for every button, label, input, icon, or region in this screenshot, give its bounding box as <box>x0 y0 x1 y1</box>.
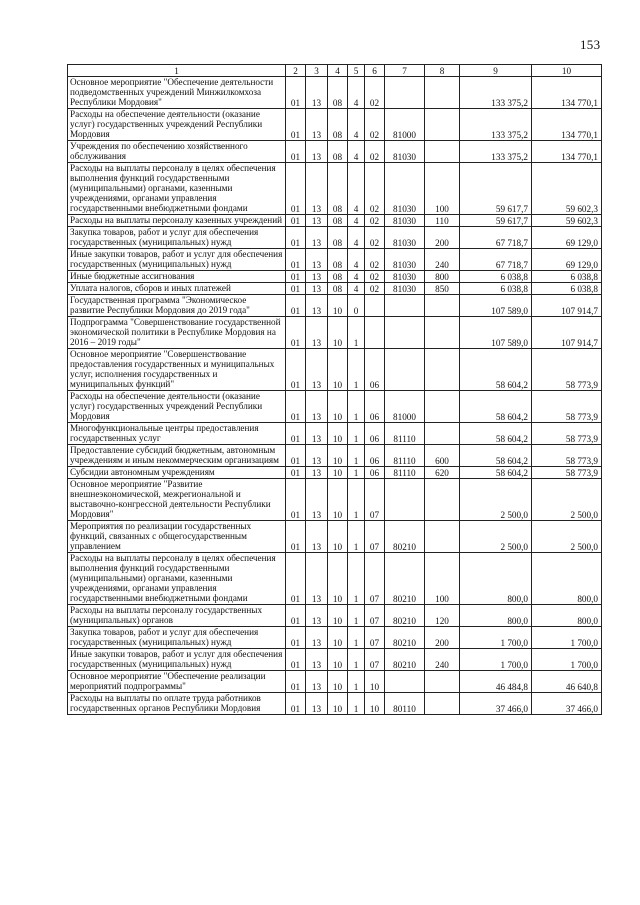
column-header: 4 <box>328 65 348 77</box>
code-cell-c2: 01 <box>286 77 306 109</box>
table-row <box>68 391 602 423</box>
code-cell-c3: 13 <box>306 423 328 445</box>
code-cell-c4: 08 <box>328 215 348 227</box>
amount-cell-c9: 46 484,8 <box>460 671 532 693</box>
code-cell-c3: 13 <box>306 141 328 163</box>
code-cell-c8: 240 <box>425 249 460 271</box>
table-row <box>68 77 602 109</box>
code-cell-c3: 13 <box>306 467 328 479</box>
column-header: 10 <box>532 65 602 77</box>
table-row <box>68 553 602 605</box>
code-cell-c6: 02 <box>365 77 385 109</box>
row-name-cell: Расходы на выплаты персоналу в целях обеспечения выполнения функций государственными (муниципальными) органами, казенными учреждениями, органами управления государственными внебюджетными фондами <box>68 163 286 215</box>
code-cell-c4: 10 <box>328 445 348 467</box>
code-cell-c5: 4 <box>348 249 365 271</box>
code-cell-c8 <box>425 349 460 391</box>
row-name-cell: Расходы на обеспечение деятельности (оказание услуг) государственных учреждений Республики Мордовия <box>68 109 286 141</box>
code-cell-c5: 4 <box>348 141 365 163</box>
amount-cell-c9: 59 617,7 <box>460 215 532 227</box>
page-number: 153 <box>580 37 601 52</box>
amount-cell-c9: 58 604,2 <box>460 423 532 445</box>
code-cell-c4: 08 <box>328 77 348 109</box>
table-row <box>68 295 602 317</box>
code-cell-c8: 850 <box>425 283 460 295</box>
column-header: 1 <box>68 65 286 77</box>
code-cell-c6: 02 <box>365 227 385 249</box>
code-cell-c8: 200 <box>425 627 460 649</box>
code-cell-c5: 4 <box>348 163 365 215</box>
column-header: 6 <box>365 65 385 77</box>
code-cell-c7 <box>385 317 425 349</box>
code-cell-c4: 10 <box>328 317 348 349</box>
code-cell-c8: 800 <box>425 271 460 283</box>
code-cell-c2: 01 <box>286 445 306 467</box>
table-row <box>68 649 602 671</box>
row-name-cell: Расходы на выплаты персоналу государственных (муниципальных) органов <box>68 605 286 627</box>
table-row <box>68 317 602 349</box>
row-name-cell: Уплата налогов, сборов и иных платежей <box>68 283 286 295</box>
row-name-cell: Закупка товаров, работ и услуг для обеспечения государственных (муниципальных) нужд <box>68 627 286 649</box>
code-cell-c7: 80210 <box>385 521 425 553</box>
amount-cell-c9: 133 375,2 <box>460 141 532 163</box>
code-cell-c7: 81000 <box>385 109 425 141</box>
amount-cell-c10: 1 700,0 <box>532 627 602 649</box>
amount-cell-c10: 46 640,8 <box>532 671 602 693</box>
table-row <box>68 109 602 141</box>
code-cell-c3: 13 <box>306 349 328 391</box>
code-cell-c6: 07 <box>365 649 385 671</box>
amount-cell-c10: 69 129,0 <box>532 227 602 249</box>
row-name-cell: Расходы на обеспечение деятельности (оказание услуг) государственных учреждений Республики Мордовия <box>68 391 286 423</box>
code-cell-c2: 01 <box>286 479 306 521</box>
table-row <box>68 215 602 227</box>
table-row <box>68 141 602 163</box>
code-cell-c4: 10 <box>328 627 348 649</box>
row-name-cell: Иные бюджетные ассигнования <box>68 271 286 283</box>
code-cell-c7: 81030 <box>385 215 425 227</box>
code-cell-c6: 02 <box>365 109 385 141</box>
amount-cell-c10: 2 500,0 <box>532 479 602 521</box>
code-cell-c5: 1 <box>348 605 365 627</box>
table-row <box>68 349 602 391</box>
amount-cell-c9: 800,0 <box>460 553 532 605</box>
code-cell-c3: 13 <box>306 163 328 215</box>
code-cell-c2: 01 <box>286 163 306 215</box>
row-name-cell: Расходы на выплаты по оплате труда работников государственных органов Республики Мордовия <box>68 693 286 715</box>
column-header: 3 <box>306 65 328 77</box>
row-name-cell: Учреждения по обеспечению хозяйственного обслуживания <box>68 141 286 163</box>
code-cell-c6: 06 <box>365 349 385 391</box>
code-cell-c2: 01 <box>286 671 306 693</box>
row-name-cell: Мероприятия по реализации государственных функций, связанных с общегосударственным управлением <box>68 521 286 553</box>
code-cell-c7: 81030 <box>385 227 425 249</box>
row-name-cell: Государственная программа "Экономическое развитие Республики Мордовия до 2019 года" <box>68 295 286 317</box>
code-cell-c4: 10 <box>328 423 348 445</box>
table-row <box>68 479 602 521</box>
amount-cell-c10: 800,0 <box>532 605 602 627</box>
code-cell-c3: 13 <box>306 479 328 521</box>
code-cell-c3: 13 <box>306 671 328 693</box>
table-row <box>68 163 602 215</box>
row-name-cell: Многофункциональные центры предоставления государственных услуг <box>68 423 286 445</box>
code-cell-c5: 1 <box>348 521 365 553</box>
code-cell-c5: 1 <box>348 349 365 391</box>
code-cell-c3: 13 <box>306 521 328 553</box>
code-cell-c2: 01 <box>286 391 306 423</box>
budget-table <box>67 64 602 715</box>
code-cell-c8 <box>425 109 460 141</box>
code-cell-c6: 02 <box>365 271 385 283</box>
amount-cell-c9: 1 700,0 <box>460 627 532 649</box>
table-row <box>68 605 602 627</box>
code-cell-c2: 01 <box>286 521 306 553</box>
amount-cell-c10: 59 602,3 <box>532 163 602 215</box>
code-cell-c4: 10 <box>328 391 348 423</box>
code-cell-c6: 10 <box>365 671 385 693</box>
amount-cell-c10: 107 914,7 <box>532 295 602 317</box>
code-cell-c6: 06 <box>365 445 385 467</box>
code-cell-c7: 81030 <box>385 283 425 295</box>
code-cell-c4: 10 <box>328 553 348 605</box>
code-cell-c2: 01 <box>286 271 306 283</box>
amount-cell-c10: 134 770,1 <box>532 77 602 109</box>
code-cell-c7 <box>385 77 425 109</box>
table-row <box>68 423 602 445</box>
code-cell-c2: 01 <box>286 317 306 349</box>
code-cell-c8 <box>425 423 460 445</box>
row-name-cell: Субсидии автономным учреждениям <box>68 467 286 479</box>
code-cell-c2: 01 <box>286 553 306 605</box>
code-cell-c5: 4 <box>348 283 365 295</box>
code-cell-c6: 06 <box>365 391 385 423</box>
code-cell-c3: 13 <box>306 553 328 605</box>
code-cell-c4: 08 <box>328 271 348 283</box>
code-cell-c5: 1 <box>348 649 365 671</box>
code-cell-c2: 01 <box>286 649 306 671</box>
amount-cell-c10: 134 770,1 <box>532 141 602 163</box>
code-cell-c4: 10 <box>328 349 348 391</box>
code-cell-c4: 08 <box>328 109 348 141</box>
amount-cell-c10: 37 466,0 <box>532 693 602 715</box>
code-cell-c6: 10 <box>365 693 385 715</box>
code-cell-c8 <box>425 391 460 423</box>
table-row <box>68 271 602 283</box>
code-cell-c3: 13 <box>306 649 328 671</box>
table-row <box>68 467 602 479</box>
code-cell-c3: 13 <box>306 445 328 467</box>
code-cell-c3: 13 <box>306 109 328 141</box>
code-cell-c8: 100 <box>425 553 460 605</box>
code-cell-c3: 13 <box>306 693 328 715</box>
code-cell-c6: 02 <box>365 163 385 215</box>
amount-cell-c9: 2 500,0 <box>460 521 532 553</box>
code-cell-c6 <box>365 317 385 349</box>
row-name-cell: Основное мероприятие "Обеспечение деятельности подведомственных учреждений Минжилкомхоза Республики Мордовия" <box>68 77 286 109</box>
amount-cell-c9: 6 038,8 <box>460 283 532 295</box>
amount-cell-c9: 58 604,2 <box>460 445 532 467</box>
code-cell-c7 <box>385 295 425 317</box>
amount-cell-c10: 58 773,9 <box>532 391 602 423</box>
amount-cell-c10: 58 773,9 <box>532 467 602 479</box>
code-cell-c5: 0 <box>348 295 365 317</box>
code-cell-c6: 07 <box>365 521 385 553</box>
code-cell-c5: 4 <box>348 227 365 249</box>
code-cell-c7: 81030 <box>385 141 425 163</box>
code-cell-c8 <box>425 77 460 109</box>
code-cell-c7: 80210 <box>385 605 425 627</box>
code-cell-c8 <box>425 521 460 553</box>
code-cell-c6: 07 <box>365 605 385 627</box>
code-cell-c4: 10 <box>328 649 348 671</box>
code-cell-c2: 01 <box>286 295 306 317</box>
code-cell-c6: 07 <box>365 627 385 649</box>
code-cell-c4: 08 <box>328 249 348 271</box>
row-name-cell: Закупка товаров, работ и услуг для обеспечения государственных (муниципальных) нужд <box>68 227 286 249</box>
code-cell-c8: 110 <box>425 215 460 227</box>
code-cell-c4: 08 <box>328 227 348 249</box>
code-cell-c8: 120 <box>425 605 460 627</box>
code-cell-c6: 06 <box>365 467 385 479</box>
code-cell-c7: 81030 <box>385 249 425 271</box>
code-cell-c3: 13 <box>306 227 328 249</box>
code-cell-c4: 10 <box>328 671 348 693</box>
code-cell-c8 <box>425 141 460 163</box>
column-header: 7 <box>385 65 425 77</box>
code-cell-c5: 1 <box>348 671 365 693</box>
code-cell-c8 <box>425 671 460 693</box>
code-cell-c3: 13 <box>306 283 328 295</box>
table-row <box>68 227 602 249</box>
table-row <box>68 283 602 295</box>
code-cell-c2: 01 <box>286 215 306 227</box>
code-cell-c2: 01 <box>286 693 306 715</box>
code-cell-c2: 01 <box>286 423 306 445</box>
amount-cell-c10: 6 038,8 <box>532 271 602 283</box>
row-name-cell: Иные закупки товаров, работ и услуг для обеспечения государственных (муниципальных) нужд <box>68 649 286 671</box>
code-cell-c7: 81030 <box>385 271 425 283</box>
code-cell-c3: 13 <box>306 295 328 317</box>
amount-cell-c9: 58 604,2 <box>460 349 532 391</box>
amount-cell-c9: 58 604,2 <box>460 467 532 479</box>
amount-cell-c9: 107 589,0 <box>460 317 532 349</box>
code-cell-c5: 1 <box>348 445 365 467</box>
code-cell-c6: 07 <box>365 553 385 605</box>
code-cell-c8 <box>425 295 460 317</box>
code-cell-c5: 1 <box>348 553 365 605</box>
code-cell-c5: 1 <box>348 627 365 649</box>
column-header: 8 <box>425 65 460 77</box>
code-cell-c5: 1 <box>348 467 365 479</box>
amount-cell-c10: 58 773,9 <box>532 423 602 445</box>
code-cell-c3: 13 <box>306 77 328 109</box>
code-cell-c5: 1 <box>348 391 365 423</box>
code-cell-c3: 13 <box>306 249 328 271</box>
amount-cell-c9: 2 500,0 <box>460 479 532 521</box>
code-cell-c6: 02 <box>365 283 385 295</box>
code-cell-c5: 4 <box>348 271 365 283</box>
code-cell-c5: 1 <box>348 317 365 349</box>
code-cell-c7 <box>385 671 425 693</box>
code-cell-c3: 13 <box>306 605 328 627</box>
table-row <box>68 671 602 693</box>
code-cell-c8 <box>425 479 460 521</box>
amount-cell-c9: 133 375,2 <box>460 77 532 109</box>
code-cell-c2: 01 <box>286 249 306 271</box>
code-cell-c6: 02 <box>365 141 385 163</box>
code-cell-c8: 100 <box>425 163 460 215</box>
code-cell-c6: 06 <box>365 423 385 445</box>
column-header: 9 <box>460 65 532 77</box>
code-cell-c3: 13 <box>306 215 328 227</box>
amount-cell-c10: 800,0 <box>532 553 602 605</box>
row-name-cell: Основное мероприятие "Развитие внешнеэкономической, межрегиональной и выставочно-конгрессной деятельности Республики Мордовия" <box>68 479 286 521</box>
code-cell-c2: 01 <box>286 141 306 163</box>
amount-cell-c9: 67 718,7 <box>460 249 532 271</box>
column-header: 2 <box>286 65 306 77</box>
table-row <box>68 627 602 649</box>
code-cell-c5: 4 <box>348 109 365 141</box>
code-cell-c8 <box>425 693 460 715</box>
code-cell-c6 <box>365 295 385 317</box>
code-cell-c5: 4 <box>348 77 365 109</box>
amount-cell-c10: 58 773,9 <box>532 349 602 391</box>
code-cell-c7: 81000 <box>385 391 425 423</box>
amount-cell-c9: 37 466,0 <box>460 693 532 715</box>
amount-cell-c9: 800,0 <box>460 605 532 627</box>
code-cell-c2: 01 <box>286 627 306 649</box>
table-header-row <box>68 65 602 77</box>
amount-cell-c10: 69 129,0 <box>532 249 602 271</box>
code-cell-c7: 81110 <box>385 467 425 479</box>
amount-cell-c9: 6 038,8 <box>460 271 532 283</box>
amount-cell-c10: 107 914,7 <box>532 317 602 349</box>
table-row <box>68 445 602 467</box>
column-header: 5 <box>348 65 365 77</box>
code-cell-c7: 80110 <box>385 693 425 715</box>
amount-cell-c9: 58 604,2 <box>460 391 532 423</box>
code-cell-c2: 01 <box>286 349 306 391</box>
code-cell-c2: 01 <box>286 467 306 479</box>
code-cell-c5: 1 <box>348 479 365 521</box>
row-name-cell: Расходы на выплаты персоналу казенных учреждений <box>68 215 286 227</box>
amount-cell-c9: 1 700,0 <box>460 649 532 671</box>
code-cell-c8 <box>425 317 460 349</box>
code-cell-c2: 01 <box>286 109 306 141</box>
code-cell-c7: 80210 <box>385 649 425 671</box>
code-cell-c2: 01 <box>286 605 306 627</box>
code-cell-c8: 600 <box>425 445 460 467</box>
code-cell-c8: 620 <box>425 467 460 479</box>
code-cell-c3: 13 <box>306 271 328 283</box>
code-cell-c4: 10 <box>328 605 348 627</box>
amount-cell-c9: 59 617,7 <box>460 163 532 215</box>
code-cell-c7: 81110 <box>385 445 425 467</box>
amount-cell-c10: 2 500,0 <box>532 521 602 553</box>
code-cell-c5: 4 <box>348 215 365 227</box>
code-cell-c5: 1 <box>348 693 365 715</box>
amount-cell-c10: 58 773,9 <box>532 445 602 467</box>
amount-cell-c10: 6 038,8 <box>532 283 602 295</box>
code-cell-c3: 13 <box>306 317 328 349</box>
row-name-cell: Предоставление субсидий бюджетным, автономным учреждениям и иным некоммерческим организациям <box>68 445 286 467</box>
code-cell-c3: 13 <box>306 627 328 649</box>
amount-cell-c10: 134 770,1 <box>532 109 602 141</box>
code-cell-c2: 01 <box>286 283 306 295</box>
row-name-cell: Основное мероприятие "Совершенствование предоставления государственных и муниципальных услуг, исполнения государственных и муниципальных функций" <box>68 349 286 391</box>
code-cell-c7: 80210 <box>385 553 425 605</box>
code-cell-c7 <box>385 349 425 391</box>
table-row <box>68 249 602 271</box>
table-row <box>68 693 602 715</box>
code-cell-c4: 10 <box>328 295 348 317</box>
code-cell-c7: 80210 <box>385 627 425 649</box>
table-row <box>68 521 602 553</box>
code-cell-c4: 10 <box>328 693 348 715</box>
row-name-cell: Основное мероприятие "Обеспечение реализации мероприятий подпрограммы" <box>68 671 286 693</box>
code-cell-c6: 07 <box>365 479 385 521</box>
code-cell-c7: 81030 <box>385 163 425 215</box>
code-cell-c8: 200 <box>425 227 460 249</box>
code-cell-c5: 1 <box>348 423 365 445</box>
amount-cell-c9: 133 375,2 <box>460 109 532 141</box>
amount-cell-c9: 67 718,7 <box>460 227 532 249</box>
row-name-cell: Расходы на выплаты персоналу в целях обеспечения выполнения функций государственными (муниципальными) органами, казенными учреждениями, органами управления государственными внебюджетными фондами <box>68 553 286 605</box>
code-cell-c4: 10 <box>328 467 348 479</box>
amount-cell-c10: 59 602,3 <box>532 215 602 227</box>
code-cell-c3: 13 <box>306 391 328 423</box>
code-cell-c6: 02 <box>365 215 385 227</box>
row-name-cell: Иные закупки товаров, работ и услуг для обеспечения государственных (муниципальных) нужд <box>68 249 286 271</box>
code-cell-c8: 240 <box>425 649 460 671</box>
code-cell-c7: 81110 <box>385 423 425 445</box>
table-body <box>68 77 602 715</box>
amount-cell-c10: 1 700,0 <box>532 649 602 671</box>
code-cell-c4: 10 <box>328 479 348 521</box>
code-cell-c7 <box>385 479 425 521</box>
code-cell-c4: 08 <box>328 163 348 215</box>
code-cell-c2: 01 <box>286 227 306 249</box>
code-cell-c4: 08 <box>328 141 348 163</box>
code-cell-c4: 10 <box>328 521 348 553</box>
code-cell-c6: 02 <box>365 249 385 271</box>
row-name-cell: Подпрограмма "Совершенствование государственной экономической политики в Республике Мордовия на 2016 – 2019 годы" <box>68 317 286 349</box>
amount-cell-c9: 107 589,0 <box>460 295 532 317</box>
code-cell-c4: 08 <box>328 283 348 295</box>
